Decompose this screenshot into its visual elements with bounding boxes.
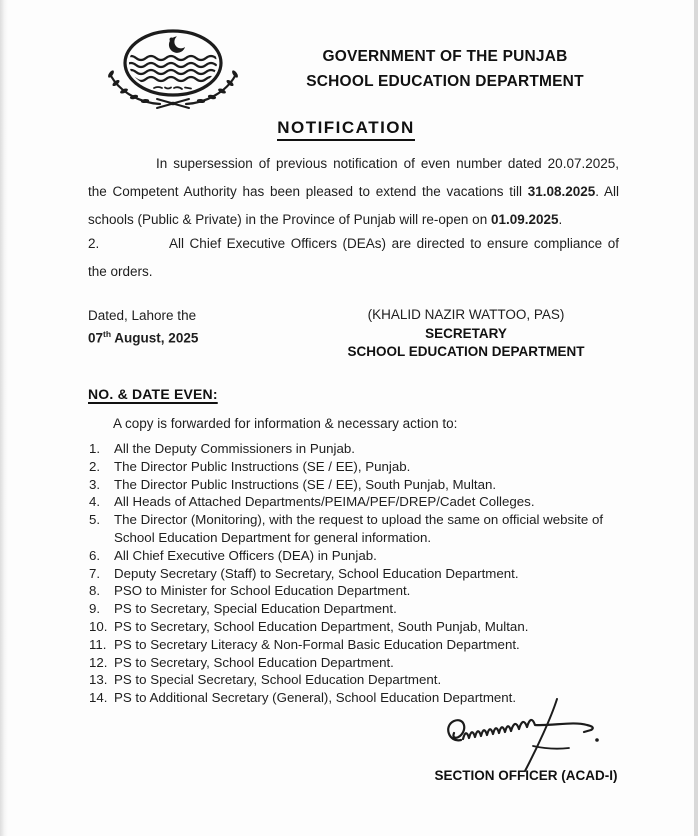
list-item-number: 14. — [89, 690, 108, 706]
paragraph-number: 2. — [88, 236, 100, 251]
list-item-text: PS to Secretary, School Education Department, South Punjab, Multan. — [114, 618, 529, 634]
government-name: GOVERNMENT OF THE PUNJAB — [322, 48, 568, 65]
list-item-text: PS to Additional Secretary (General), School Education Department. — [114, 690, 517, 706]
department-header — [280, 44, 610, 94]
list-item-number: 6. — [89, 547, 101, 563]
list-item — [89, 654, 626, 672]
list-item — [89, 511, 626, 547]
list-item — [89, 671, 626, 689]
list-item-number: 5. — [89, 512, 101, 528]
vacation-end-date: 31.08.2025 — [527, 184, 596, 199]
list-item-text: All Chief Executive Officers (DEA) in Punjab. — [114, 547, 377, 563]
list-item-text: PS to Special Secretary, School Education Department. — [114, 672, 442, 688]
list-item — [89, 636, 626, 654]
dated-block — [88, 306, 198, 348]
list-item — [89, 582, 626, 600]
list-item-number: 8. — [89, 583, 101, 599]
list-item-text: The Director Public Instructions (SE / EE), Punjab. — [114, 458, 411, 474]
crest-icon — [98, 28, 248, 110]
section-officer-designation: SECTION OFFICER (ACAD-I) — [434, 768, 618, 783]
issue-date-ordinal: th — [103, 329, 112, 339]
issue-date-day: 07 — [88, 330, 104, 346]
list-item-number: 7. — [89, 565, 101, 581]
para1-text: In supersession of previous notification of even number dated 20.07.2025, the Competent Authority has been pleased to extend the vacations till — [88, 156, 619, 199]
list-item — [89, 600, 626, 618]
list-item — [89, 565, 626, 583]
list-item-number: 11. — [89, 636, 107, 652]
list-item-text: PS to Secretary Literacy & Non-Formal Basic Education Department. — [114, 636, 520, 652]
list-item-text: PS to Secretary, Special Education Department. — [114, 601, 397, 617]
list-item-number: 13. — [89, 672, 108, 688]
list-item — [89, 476, 626, 494]
body-paragraph-1 — [88, 150, 619, 234]
list-item-number: 10. — [89, 618, 108, 634]
department-name: SCHOOL EDUCATION DEPARTMENT — [306, 73, 584, 90]
distribution-heading: NO. & DATE EVEN: — [88, 386, 218, 402]
list-item — [89, 547, 626, 565]
list-item — [89, 458, 626, 476]
issue-date — [88, 325, 198, 348]
para1-text-2: . All schools (Public & Private) in the Province of Punjab will re-open on — [88, 184, 619, 227]
list-item-text: The Director (Monitoring), with the request to upload the same on official website of School Education Department for general information. — [114, 512, 604, 545]
list-item — [89, 440, 626, 458]
list-item-number: 3. — [89, 476, 101, 492]
punjab-government-crest-logo — [98, 28, 248, 110]
list-item — [89, 493, 626, 511]
signatory-block — [330, 306, 602, 362]
list-item — [89, 618, 626, 636]
list-item-text: All Heads of Attached Departments/PEIMA/PEF/DREP/Cadet Colleges. — [114, 494, 535, 510]
dated-place-line: Dated, Lahore the — [88, 308, 197, 323]
signature-scribble-icon — [437, 696, 612, 774]
signatory-title: SECRETARY — [425, 325, 507, 341]
para1-period: . — [558, 212, 563, 227]
issue-date-month-year: August, 2025 — [111, 330, 199, 346]
list-item-text: The Director Public Instructions (SE / EE), South Punjab, Multan. — [114, 476, 497, 492]
signatory-name: (KHALID NAZIR WATTOO, PAS) — [367, 307, 565, 322]
distribution-intro: A copy is forwarded for information & necessary action to: — [113, 416, 458, 431]
signatory-department: SCHOOL EDUCATION DEPARTMENT — [347, 344, 585, 359]
list-item-number: 12. — [89, 654, 108, 670]
reopen-date: 01.09.2025 — [490, 212, 559, 227]
list-item-number: 2. — [89, 458, 101, 474]
handwritten-signature — [437, 696, 612, 774]
body-paragraph-2 — [88, 230, 619, 286]
title-row — [0, 118, 692, 141]
list-item-text: PSO to Minister for School Education Department. — [114, 583, 411, 599]
para2-text: All Chief Executive Officers (DEAs) are directed to ensure compliance of the orders. — [88, 236, 619, 279]
distribution-list — [89, 440, 626, 707]
list-item-text: Deputy Secretary (Staff) to Secretary, School Education Department. — [114, 565, 519, 581]
list-item-number: 1. — [89, 441, 101, 456]
list-item-number: 9. — [89, 601, 101, 617]
list-item-text: PS to Secretary, School Education Department. — [114, 654, 394, 670]
list-item-text: All the Deputy Commissioners in Punjab. — [114, 441, 355, 456]
list-item-number: 4. — [89, 494, 101, 510]
page-title: NOTIFICATION — [277, 118, 415, 141]
